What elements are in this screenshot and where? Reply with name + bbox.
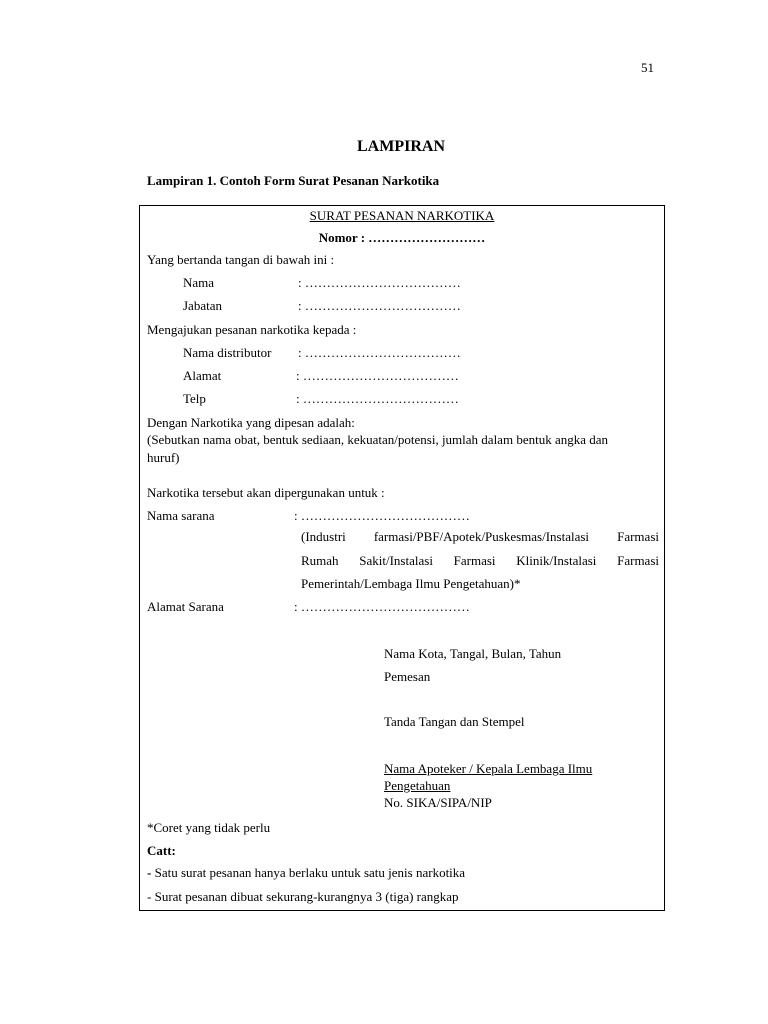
field-label: Alamat: [183, 368, 222, 383]
field-value: : ………………………………: [296, 368, 459, 383]
note-dash: -: [147, 865, 152, 880]
narkotika-note-line1: (Sebutkan nama obat, bentuk sediaan, kekuatan/potensi, jumlah dalam bentuk angka dan: [147, 432, 609, 447]
field-value: : ………………………………: [296, 391, 459, 406]
order-form-box: [139, 205, 665, 911]
signer-name-row: [183, 275, 461, 291]
distributor-address-row: [183, 368, 459, 384]
note-dash: -: [147, 889, 155, 904]
signature-sign-label: Tanda Tangan dan Stempel: [384, 714, 525, 729]
field-label: Nama sarana: [147, 508, 215, 523]
signature-name-line1: Nama Apoteker / Kepala Lembaga Ilmu: [384, 761, 593, 776]
narkotika-intro: Dengan Narkotika yang dipesan adalah:: [147, 415, 355, 430]
field-label: Nama: [183, 275, 215, 290]
distributor-phone-row: [183, 391, 459, 407]
field-value: : …………………………………: [294, 508, 470, 523]
note-item: [147, 865, 465, 881]
note-item: [147, 889, 459, 905]
signature-role: Pemesan: [384, 669, 431, 684]
footnote: *Coret yang tidak perlu: [147, 820, 271, 835]
note-text: Satu surat pesanan hanya berlaku untuk satu jenis narkotika: [151, 865, 466, 880]
field-value: : ………………………………: [298, 298, 461, 313]
signer-intro: Yang bertanda tangan di bawah ini :: [147, 252, 335, 267]
field-label: Jabatan: [183, 298, 222, 313]
usage-intro: Narkotika tersebut akan dipergunakan untuk :: [147, 485, 385, 500]
form-number: Nomor : ………………………: [318, 230, 486, 245]
page-number: 51: [641, 60, 654, 75]
field-label: Alamat Sarana: [147, 599, 224, 614]
sarana-options-line2: Rumah Sakit/Instalasi Farmasi Klinik/Instalasi Farmasi: [301, 553, 659, 568]
notes-label: Catt:: [147, 843, 176, 858]
signature-id-label: No. SIKA/SIPA/NIP: [384, 795, 492, 810]
sarana-name-row: [147, 508, 470, 524]
form-heading: SURAT PESANAN NARKOTIKA: [309, 208, 495, 223]
field-value: : ………………………………: [298, 345, 461, 360]
narkotika-note-line2: huruf): [147, 450, 180, 465]
order-intro: Mengajukan pesanan narkotika kepada :: [147, 322, 357, 337]
field-value: : …………………………………: [294, 599, 470, 614]
signature-place-date: Nama Kota, Tangal, Bulan, Tahun: [384, 646, 562, 661]
signer-position-row: [183, 298, 461, 314]
signature-name-line2: Pengetahuan: [384, 778, 451, 793]
field-value: : ………………………………: [298, 275, 461, 290]
appendix-subtitle: Lampiran 1. Contoh Form Surat Pesanan Narkotika: [147, 173, 440, 188]
page-title: LAMPIRAN: [357, 138, 445, 155]
sarana-options-line1: (Industri farmasi/PBF/Apotek/Puskesmas/Instalasi Farmasi: [301, 529, 659, 544]
sarana-address-row: [147, 599, 470, 615]
field-label: Telp: [183, 391, 206, 406]
sarana-options-line3: Pemerintah/Lembaga Ilmu Pengetahuan)*: [301, 576, 521, 591]
distributor-name-row: [183, 345, 461, 361]
note-text: Surat pesanan dibuat sekurang-kurangnya 3 (tiga) rangkap: [154, 889, 459, 904]
field-label: Nama distributor: [183, 345, 272, 360]
